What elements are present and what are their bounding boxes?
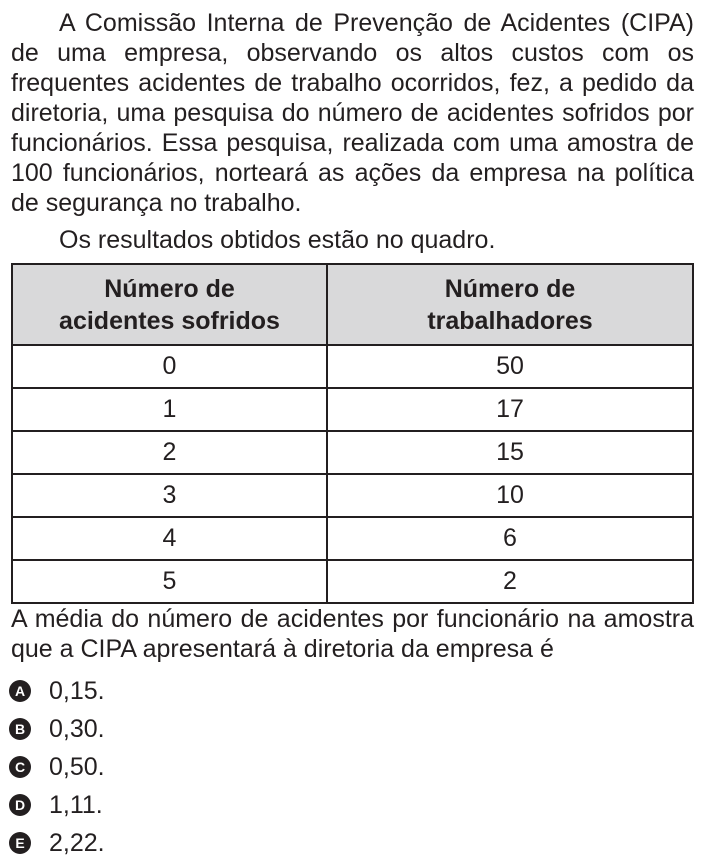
workers-cell: 10 <box>327 474 693 517</box>
table-row <box>12 474 693 517</box>
accidents-table <box>11 263 694 604</box>
workers-cell: 50 <box>327 345 693 388</box>
option-c-text: 0,50. <box>49 752 105 781</box>
workers-cell: 2 <box>327 560 693 603</box>
table-row <box>12 345 693 388</box>
option-b-badge: B <box>9 718 31 740</box>
accidents-cell: 2 <box>12 431 327 474</box>
intro-paragraph: A Comissão Interna de Prevenção de Acidentes (CIPA) de uma empresa, observando os altos custos com os frequentes acidentes de trabalho ocorridos, fez, a pedido da diretoria, uma pesquisa do número de acidentes sofridos por funcionários. Essa pesquisa, realizada com uma amostra de 100 funcionários, norteará as ações da empresa na política de segurança no trabalho. <box>11 9 694 217</box>
accidents-cell: 1 <box>12 388 327 431</box>
accidents-cell: 3 <box>12 474 327 517</box>
table-row <box>12 560 693 603</box>
option-b-text: 0,30. <box>49 714 105 743</box>
header-accidents <box>12 264 327 345</box>
table-row <box>12 431 693 474</box>
table-row <box>12 517 693 560</box>
option-c-badge: C <box>9 756 31 778</box>
workers-cell: 17 <box>327 388 693 431</box>
option-c[interactable] <box>9 748 105 786</box>
option-b[interactable] <box>9 710 105 748</box>
option-d[interactable] <box>9 786 105 824</box>
option-e-badge: E <box>9 832 31 854</box>
workers-cell: 6 <box>327 517 693 560</box>
option-a-badge: A <box>9 680 31 702</box>
header-workers-label: Número de trabalhadores <box>427 274 593 335</box>
option-a-text: 0,15. <box>49 676 105 705</box>
option-e-text: 2,22. <box>49 828 105 857</box>
results-line: Os resultados obtidos estão no quadro. <box>59 226 496 254</box>
option-a[interactable] <box>9 672 105 710</box>
table-header-row <box>12 264 693 345</box>
answer-options <box>9 672 105 862</box>
accidents-cell: 0 <box>12 345 327 388</box>
accidents-cell: 5 <box>12 560 327 603</box>
table-row <box>12 388 693 431</box>
option-d-text: 1,11. <box>49 790 103 819</box>
accidents-cell: 4 <box>12 517 327 560</box>
header-workers <box>327 264 693 345</box>
header-accidents-label: Número de acidentes sofridos <box>59 274 280 335</box>
option-e[interactable] <box>9 824 105 862</box>
option-d-badge: D <box>9 794 31 816</box>
question-prompt: A média do número de acidentes por funcionário na amostra que a CIPA apresentará à diretoria da empresa é <box>11 605 694 663</box>
workers-cell: 15 <box>327 431 693 474</box>
